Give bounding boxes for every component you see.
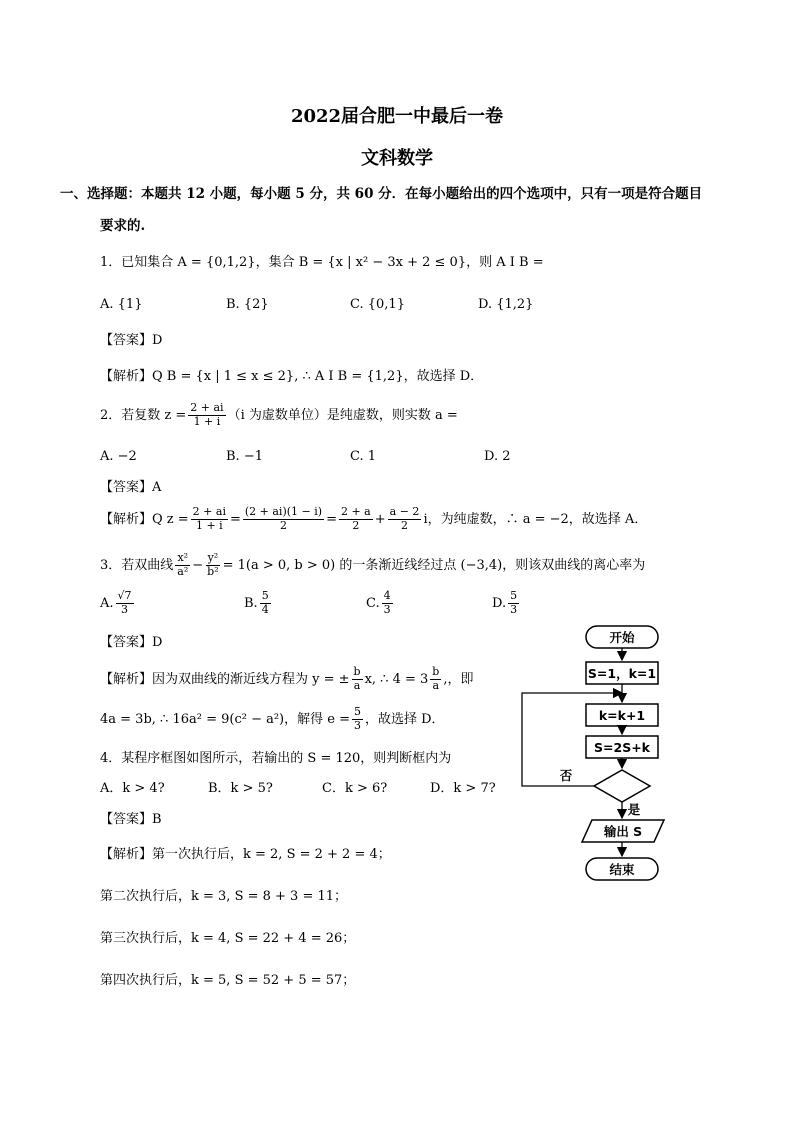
q4-option-d: D．k > 7? (430, 781, 496, 796)
frac-den: 3 (353, 718, 361, 732)
frac-num: x² (177, 551, 189, 564)
frac-num: 5 (510, 589, 518, 602)
q2-stem-post: （i 为虚数单位）是纯虚数，则实数 a = (227, 407, 458, 423)
analysis-frac (352, 706, 363, 732)
q3-answer: 【答案】D (100, 635, 163, 650)
option-frac (116, 590, 134, 616)
option-label: C. (366, 595, 380, 611)
q1-option-b: B. {2} (226, 297, 269, 312)
q2-analysis-frac3 (339, 506, 373, 532)
q2-frac-den: 1 + i (193, 414, 221, 428)
program-flowchart (520, 622, 680, 892)
q1-option-a: A. {1} (100, 297, 143, 312)
q3-analysis-line2 (100, 706, 445, 732)
frac-den: 2 (401, 518, 409, 532)
equals-sign: = (229, 511, 241, 527)
q1-option-d: D. {1,2} (478, 297, 534, 312)
section-header-line2: 要求的. (100, 218, 146, 234)
option-label: B. (244, 595, 258, 611)
q2-option-d: D. 2 (484, 449, 511, 464)
q1-analysis: 【解析】Q B = {x | 1 ≤ x ≤ 2}, ∴ A I B = {1,2}，故选择 D． (100, 369, 484, 384)
q4-step: 第二次执行后，k = 3, S = 8 + 3 = 11； (100, 889, 348, 904)
analysis-frac (352, 666, 363, 692)
q4-stem: 4．某程序框图如图所示，若输出的 S = 120，则判断框内为 (100, 751, 452, 766)
frac-num: 5 (261, 589, 269, 602)
minus-sign: − (192, 557, 204, 573)
frac-num: 2 + ai (192, 505, 226, 518)
q4-option-b: B．k > 5? (208, 781, 273, 796)
frac-den: 3 (510, 602, 518, 616)
frac-num: b (432, 665, 440, 678)
frac-num: √7 (117, 589, 132, 602)
analysis-text: 【解析】因为双曲线的渐近线方程为 y = ± (100, 671, 350, 687)
q1-answer: 【答案】D (100, 333, 163, 348)
q3-option-c (366, 590, 395, 616)
q4-analysis: 【解析】第一次执行后，k = 2, S = 2 + 2 = 4； (100, 847, 391, 862)
frac-den: 3 (383, 602, 391, 616)
frac-den: 3 (121, 602, 129, 616)
q4-answer: 【答案】B (100, 812, 162, 827)
analysis-text: 4a = 3b, ∴ 16a² = 9(c² − a²)，解得 e = (100, 711, 350, 727)
q2-analysis-frac2 (243, 506, 324, 532)
q3-stem-post: = 1(a > 0, b > 0) 的一条渐近线经过点 (−3,4)，则该双曲线的离心率为 (222, 557, 646, 573)
frac-num: (2 + ai)(1 − i) (244, 505, 323, 518)
q3-stem-pre: 3．若双曲线 (100, 557, 174, 573)
q2-analysis-frac4 (388, 506, 422, 532)
frac-den: b² (207, 564, 219, 578)
q2-analysis-frac1 (191, 506, 228, 532)
flow-end-label: 结束 (609, 862, 635, 877)
option-frac (260, 590, 271, 616)
q2-answer: 【答案】A (100, 480, 162, 495)
q2-fraction (188, 402, 225, 428)
q2-frac-num: 2 + ai (190, 401, 224, 414)
q4-step: 第三次执行后，k = 4, S = 22 + 4 = 26； (100, 931, 356, 946)
flow-step2-label: S=2S+k (594, 740, 650, 755)
analysis-text: ，故选择 D． (364, 711, 445, 727)
q1-stem: 1．已知集合 A = {0,1,2}，集合 B = {x | x² − 3x + 2 ≤ 0}，则 A I B = (100, 255, 544, 270)
flow-output-label: 输出 S (603, 824, 643, 839)
frac-num: 2 + a (340, 505, 371, 518)
analysis-text: x, ∴ 4 = 3 (364, 671, 429, 687)
frac-den: 2 (352, 518, 360, 532)
frac-num: b (353, 665, 361, 678)
plus-sign: + (374, 511, 386, 527)
flow-init-label: S=1，k=1 (587, 666, 657, 681)
q2-analysis (100, 506, 647, 532)
frac-num: a − 2 (389, 505, 420, 518)
page-subtitle: 文科数学 (361, 148, 433, 169)
q3-frac1 (175, 552, 190, 578)
q4-option-a: A．k > 4? (100, 781, 165, 796)
option-label: D. (492, 595, 507, 611)
option-label: A. (100, 595, 114, 611)
q2-option-c: C. 1 (350, 449, 377, 464)
frac-den: a² (177, 564, 189, 578)
q4-option-c: C．k > 6? (322, 781, 388, 796)
frac-den: 2 (279, 518, 287, 532)
frac-num: 5 (353, 705, 361, 718)
frac-num: y² (207, 551, 219, 564)
q3-option-d (492, 590, 521, 616)
q2-stem-pre: 2．若复数 z = (100, 407, 187, 423)
flow-no-label: 否 (559, 768, 573, 783)
flow-yes-label: 是 (627, 802, 641, 817)
flow-step1-label: k=k+1 (598, 708, 646, 723)
option-frac (508, 590, 519, 616)
q3-option-b (244, 590, 273, 616)
flow-decision-diamond (594, 770, 650, 802)
q1-option-c: C. {0,1} (350, 297, 405, 312)
q3-analysis-line1 (100, 666, 473, 692)
frac-den: 4 (261, 602, 269, 616)
frac-den: a (353, 678, 361, 692)
frac-den: a (432, 678, 440, 692)
q2-analysis-post: i，为纯虚数，∴ a = −2，故选择 A． (423, 511, 648, 527)
q2-stem (100, 402, 458, 428)
section-header-line1: 一、选择题：本题共 12 小题，每小题 5 分，共 60 分．在每小题给出的四个选项中，只有一项是符合题目 (60, 186, 703, 202)
equals-sign: = (326, 511, 337, 527)
q3-frac2 (205, 552, 220, 578)
q3-stem (100, 552, 645, 578)
q3-option-a (100, 590, 136, 616)
option-frac (382, 590, 393, 616)
analysis-text: ,，即 (443, 671, 474, 687)
analysis-frac (430, 666, 441, 692)
q2-option-a: A. −2 (100, 449, 137, 464)
q2-option-b: B. −1 (226, 449, 263, 464)
q4-step: 第四次执行后，k = 5, S = 52 + 5 = 57； (100, 973, 356, 988)
page-title: 2022届合肥一中最后一卷 (290, 106, 504, 127)
frac-den: 1 + i (195, 518, 223, 532)
q2-analysis-pre: 【解析】Q z = (100, 511, 189, 527)
flow-start-label: 开始 (609, 630, 635, 645)
frac-num: 4 (383, 589, 391, 602)
